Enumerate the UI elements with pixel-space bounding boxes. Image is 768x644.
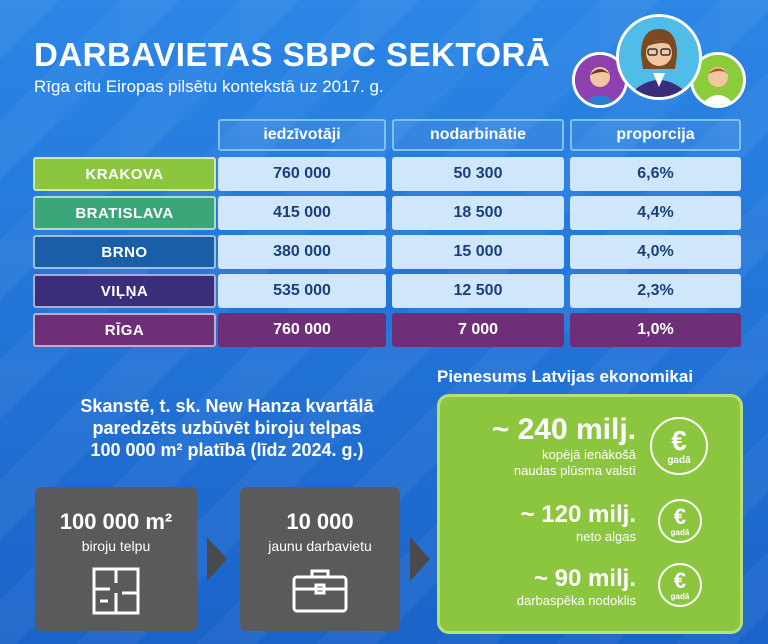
row-label-riga: RĪGA (33, 313, 216, 347)
cell-krakova-proportion: 6,6% (570, 157, 741, 191)
cashflow-amount: 240 milj. (517, 413, 636, 446)
cell-bratislava-proportion: 4,4% (570, 196, 741, 230)
salaries-amount: 120 milj. (541, 501, 636, 528)
euro-per-year-icon: € gadā (650, 417, 708, 475)
skanste-line-2: paredzēts uzbūvēt biroju telpas (92, 418, 362, 438)
stat-office-space-value: 100 000 m² (59, 509, 173, 534)
tax-label: darbaspēka nodoklis (516, 593, 636, 608)
cell-krakova-employed: 50 300 (392, 157, 564, 191)
people-avatars (566, 14, 756, 114)
tilde-symbol: ~ (520, 501, 535, 528)
cell-vilna-employed: 12 500 (392, 274, 564, 308)
cell-vilna-proportion: 2,3% (570, 274, 741, 308)
stat-new-jobs-label: jaunu darbavietu (268, 538, 372, 554)
tilde-symbol: ~ (533, 565, 548, 592)
column-header-employed: nodarbinātie (392, 119, 564, 151)
cashflow-label-1: kopējā ienākošā (542, 447, 636, 462)
row-label-bratislava: BRATISLAVA (33, 196, 216, 230)
column-header-proportion: proporcija (570, 119, 741, 151)
euro-per-year-icon: € gadā (658, 499, 702, 543)
contribution-box (437, 394, 743, 634)
stat-office-space-label: biroju telpu (81, 538, 151, 554)
salaries-label: neto algas (576, 529, 636, 544)
briefcase-icon (290, 565, 350, 615)
cell-riga-proportion: 1,0% (570, 313, 741, 347)
cell-vilna-population: 535 000 (218, 274, 386, 308)
page-title: DARBAVIETAS SBPC SEKTORĀ (34, 36, 551, 73)
tilde-symbol: ~ (491, 413, 510, 446)
skanste-line-1: Skanstē, t. sk. New Hanza kvartālā (80, 396, 374, 416)
contribution-title: Pienesums Latvijas ekonomikai (437, 367, 694, 386)
cell-brno-proportion: 4,0% (570, 235, 741, 269)
euro-per-year-icon: € gadā (658, 563, 702, 607)
cell-bratislava-employed: 18 500 (392, 196, 564, 230)
floorplan-icon (88, 563, 144, 619)
chevron-right-icon (408, 535, 434, 583)
contribution-item-salaries (521, 501, 636, 545)
contribution-item-tax (517, 565, 636, 609)
page-subtitle: Rīga citu Eiropas pilsētu kontekstā uz 2017. g. (34, 77, 384, 96)
cell-krakova-population: 760 000 (218, 157, 386, 191)
cell-riga-employed: 7 000 (392, 313, 564, 347)
row-label-krakova: KRAKOVA (33, 157, 216, 191)
contribution-item-cashflow (492, 413, 636, 479)
column-header-population: iedzīvotāji (218, 119, 386, 151)
cell-riga-population: 760 000 (218, 313, 386, 347)
row-label-vilna: VIĻŅA (33, 274, 216, 308)
row-label-brno: BRNO (33, 235, 216, 269)
skanste-line-3: 100 000 m² platībā (līdz 2024. g.) (90, 440, 364, 460)
skanste-description (28, 395, 426, 461)
stat-new-jobs (240, 487, 400, 631)
cell-brno-employed: 15 000 (392, 235, 564, 269)
cell-brno-population: 380 000 (218, 235, 386, 269)
chevron-right-icon (205, 535, 231, 583)
cell-bratislava-population: 415 000 (218, 196, 386, 230)
avatar-woman-icon (616, 14, 702, 100)
cashflow-label-2: naudas plūsma valstī (513, 463, 636, 478)
stat-office-space (35, 487, 197, 631)
tax-amount: 90 milj. (554, 565, 636, 592)
stat-new-jobs-value: 10 000 (286, 509, 354, 534)
